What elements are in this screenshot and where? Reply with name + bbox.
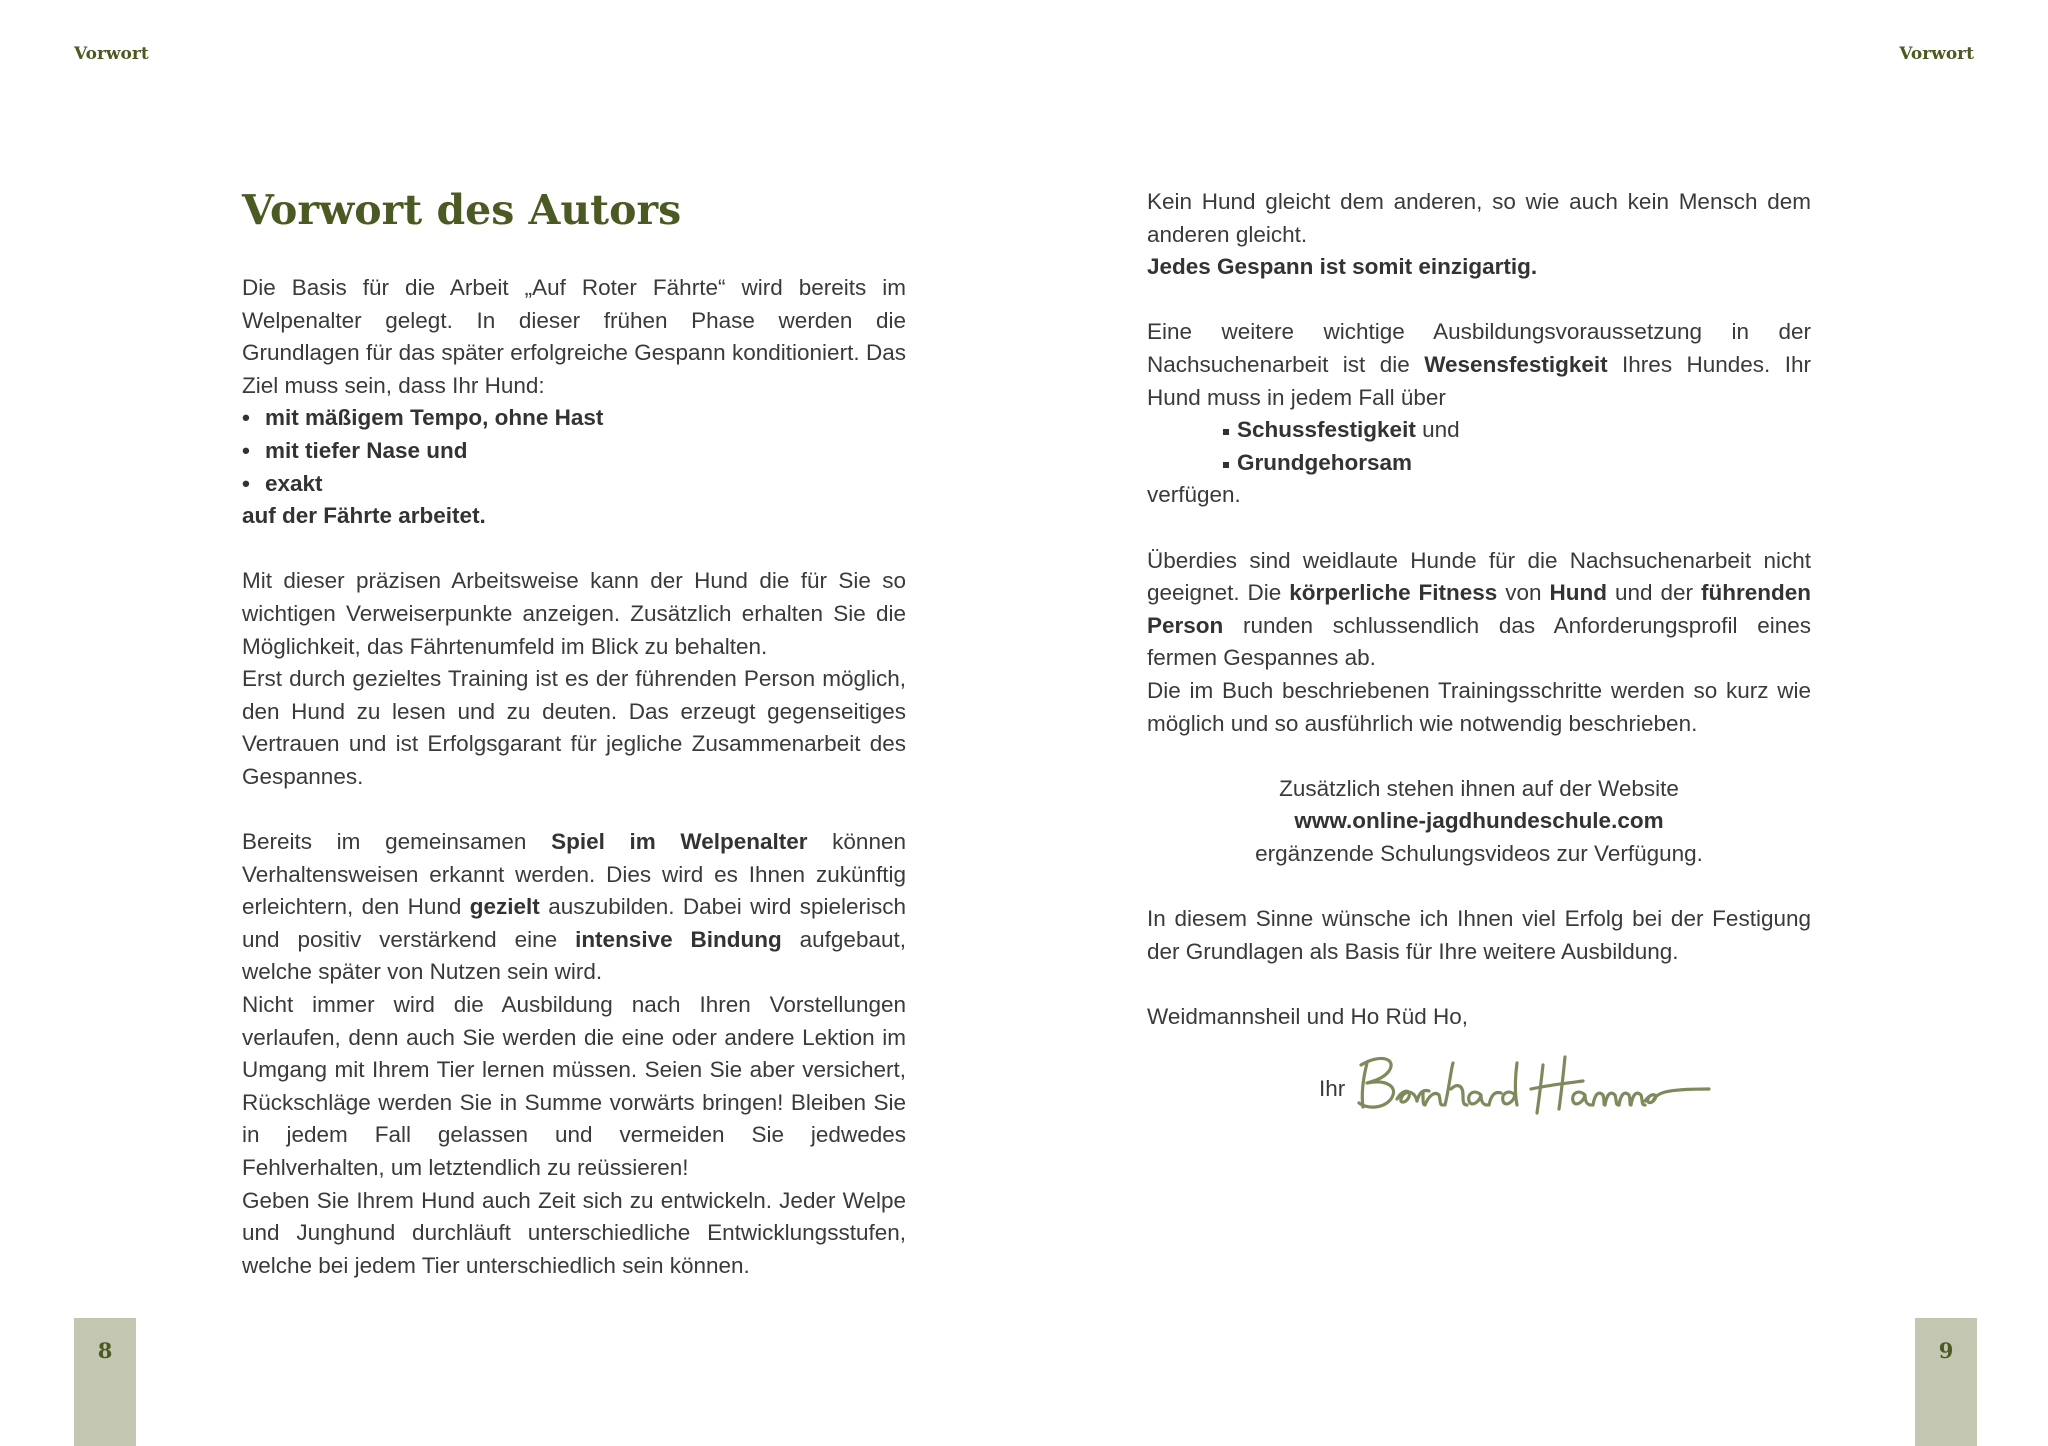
running-header-right: Vorwort xyxy=(1899,44,1974,64)
bold-run: Jedes Gespann ist somit einzigartig. xyxy=(1147,254,1538,280)
right-paragraph-2 xyxy=(1147,316,1811,414)
website-line-3: ergänzende Schulungsvideos zur Verfügung. xyxy=(1255,840,1703,866)
goal-list-item: • exakt xyxy=(242,468,906,501)
signature-prefix: Ihr xyxy=(1319,1076,1346,1102)
goal-list xyxy=(242,402,906,500)
text-run: aufgebaut, welche später von Nutzen sein wird. xyxy=(242,926,906,985)
paragraph-gap xyxy=(242,533,906,566)
text-run: runden schlussendlich das Anforderungsprofil eines fermen Gespannes ab. xyxy=(1147,612,1811,671)
paragraph-6: Geben Sie Ihrem Hund auch Zeit sich zu entwickeln. Jeder Welpe und Junghund durchläuft unterschiedliche Entwicklungsstufen, welche bei jedem Tier unterschiedlich sein können. xyxy=(242,1187,906,1278)
intro-paragraph: Die Basis für die Arbeit „Auf Roter Fährte“ wird bereits im Welpenalter gelegt. In dieser frühen Phase werden die Grundlagen für das später erfolgreiche Gespann konditioniert. Das Ziel muss sein, dass Ihr Hund: xyxy=(242,275,906,398)
paragraph-2: Mit dieser präzisen Arbeitsweise kann der Hund die für Sie so wichtigen Verweiserpunkte anzeigen. Zusätzlich erhalten Sie die Möglichkeit, das Fährtenumfeld im Blick zu behalten. xyxy=(242,568,906,659)
text-run: Überdies sind weidlaute Hunde für die Nachsuchenarbeit nicht geeignet. Die xyxy=(1147,547,1811,606)
page-number-tab-right xyxy=(1915,1318,1977,1446)
paragraph-gap xyxy=(1147,870,1811,903)
website-url[interactable]: www.online-jagdhundeschule.com xyxy=(1294,808,1664,834)
website-url-line xyxy=(1147,805,1811,838)
intro-end-text: auf der Fährte arbeitet. xyxy=(242,503,486,529)
bold-run: Grundgehorsam xyxy=(1237,449,1413,475)
running-header-left: Vorwort xyxy=(74,44,149,64)
page-title: Vorwort des Autors xyxy=(242,186,682,234)
text-run: und xyxy=(1415,417,1460,443)
closing-line: Weidmannsheil und Ho Rüd Ho, xyxy=(1147,1003,1469,1029)
requirement-list-item xyxy=(1223,447,1811,480)
text-run: können Verhaltensweisen erkannt werden. Dies wird es Ihnen zukünftig erleichtern, den Hund xyxy=(242,829,906,920)
goal-list-item: • mit tiefer Nase und xyxy=(242,435,906,468)
paragraph-gap xyxy=(1147,968,1811,1001)
paragraph-gap xyxy=(1147,512,1811,545)
text-run: Ihres Hundes. Ihr Hund muss in jedem Fall über xyxy=(1147,351,1811,410)
text-run: von xyxy=(1497,580,1550,606)
bold-run: körperliche Fitness xyxy=(1289,580,1498,606)
text-run: Bereits im gemeinsamen xyxy=(242,829,552,855)
bold-run: Spiel im Welpenalter xyxy=(551,829,808,855)
intro-end-line xyxy=(242,500,906,533)
website-line-1: Zusätzlich stehen ihnen auf der Website xyxy=(1279,775,1679,801)
paragraph-5: Nicht immer wird die Ausbildung nach Ihren Vorstellungen verlaufen, denn auch Sie werden die eine oder andere Lektion im Umgang mit Ihrem Tier lernen müssen. Seien Sie aber versichert, Rückschläge werden Sie in Summe vorwärts bringen! Bleiben Sie in jedem Fall gelassen und vermeiden Sie jedwedes Fehlverhalten, um letztendlich zu reüssieren! xyxy=(242,992,906,1181)
text-run: auszubilden. Dabei wird spielerisch und positiv verstärkend eine xyxy=(242,894,907,952)
right-paragraph-4: Die im Buch beschriebenen Trainingsschritte werden so kurz wie möglich und so ausführlich wie notwendig beschrieben. xyxy=(1147,677,1811,736)
paragraph-gap xyxy=(242,794,906,827)
page-number: 9 xyxy=(1938,1338,1954,1363)
text-run: Eine weitere wichtige Ausbildungsvoraussetzung in der Nachsuchenarbeit ist die xyxy=(1147,319,1811,377)
bold-run: führenden Person xyxy=(1147,580,1811,638)
paragraph-gap xyxy=(1147,284,1811,317)
bold-run: Schussfestigkeit xyxy=(1237,417,1416,443)
right-page-column xyxy=(1147,186,1811,1121)
bold-run: intensive Bindung xyxy=(575,926,782,952)
left-page-column xyxy=(242,184,906,1282)
signature-block xyxy=(1147,1051,1811,1121)
page-number: 8 xyxy=(97,1338,113,1363)
requirement-list-item xyxy=(1223,414,1811,447)
right-paragraph-2-end: verfügen. xyxy=(1147,482,1241,508)
paragraph-3: Erst durch gezieltes Training ist es der führenden Person möglich, den Hund zu lesen und zu deuten. Das erzeugt gegenseitiges Vertrauen und ist Erfolgsgarant für jegliche Zusammenarbeit des Gespannes. xyxy=(242,666,906,789)
goal-list-item: • mit mäßigem Tempo, ohne Hast xyxy=(242,402,906,435)
right-paragraph-3 xyxy=(1147,545,1811,675)
paragraph-gap xyxy=(1147,740,1811,773)
requirement-list xyxy=(1147,414,1811,479)
bold-run: Hund xyxy=(1549,580,1608,606)
bold-run: Wesensfestigkeit xyxy=(1424,351,1608,377)
right-paragraph-1-bold xyxy=(1147,251,1811,284)
text-run: und der xyxy=(1607,580,1701,606)
page-number-tab-left xyxy=(74,1318,136,1446)
paragraph-4 xyxy=(242,826,906,989)
right-paragraph-5: In diesem Sinne wünsche ich Ihnen viel Erfolg bei der Festigung der Grundlagen als Basis für Ihre weitere Ausbildung. xyxy=(1147,906,1811,964)
right-paragraph-1: Kein Hund gleicht dem anderen, so wie auch kein Mensch dem anderen gleicht. xyxy=(1147,189,1811,247)
handwritten-signature-image xyxy=(1353,1049,1713,1119)
bold-run: gezielt xyxy=(469,894,540,920)
